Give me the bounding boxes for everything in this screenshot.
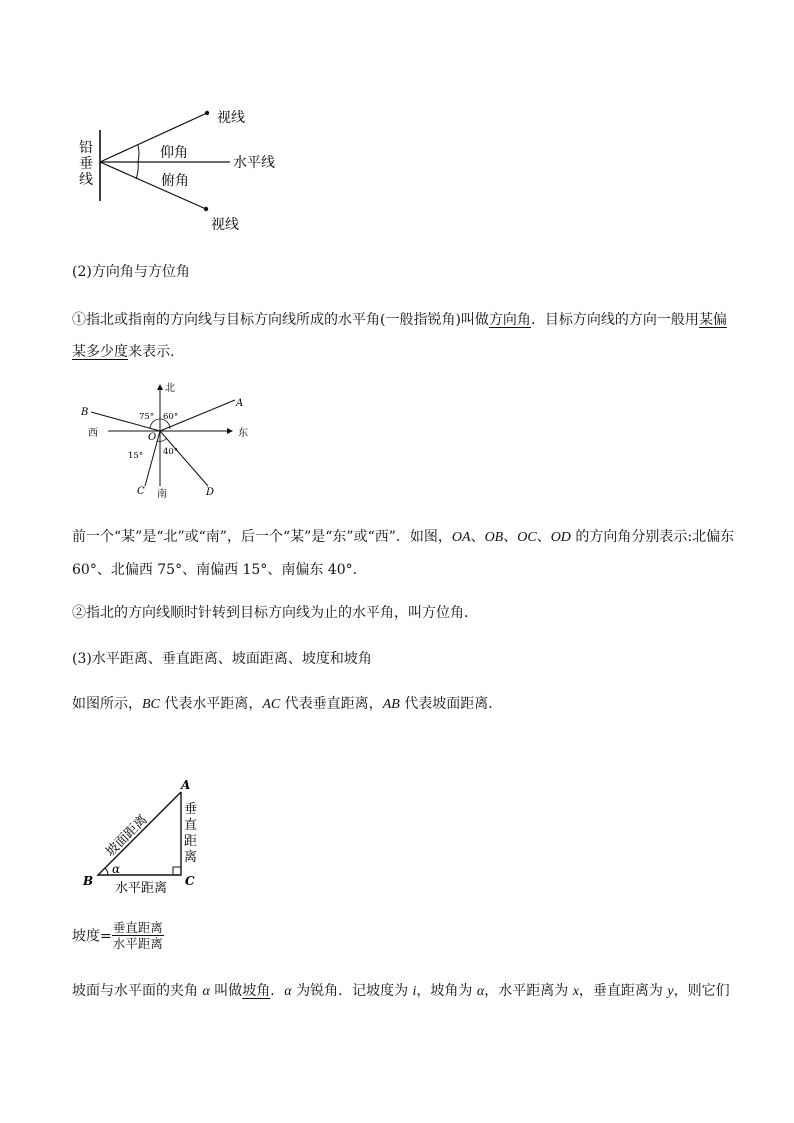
west-label: 西 bbox=[88, 428, 98, 439]
angle-40-label: 40° bbox=[163, 447, 179, 457]
symbol-alpha: α bbox=[202, 984, 210, 999]
angle-60-label: 60° bbox=[163, 412, 179, 422]
term-direction-format-b: 某多少度 bbox=[72, 344, 128, 360]
direction-angle-paragraph bbox=[72, 304, 732, 368]
symbol-y: y bbox=[667, 984, 674, 999]
slope-formula bbox=[72, 920, 164, 951]
text-run: 如图所示， bbox=[72, 696, 142, 712]
text-run: 代表水平距离， bbox=[159, 696, 263, 712]
symbol-alpha: α bbox=[476, 984, 485, 999]
text-run: ，垂直距离为 bbox=[578, 983, 668, 999]
slope-angle-arc bbox=[105, 868, 108, 875]
slope-formula-label: 坡度= bbox=[72, 928, 112, 945]
elevation-angle-arc bbox=[138, 145, 139, 162]
text-run: ．目标方向线的方向一般用 bbox=[530, 312, 699, 328]
lower-sight-dot bbox=[204, 207, 208, 211]
segment-BC: BC bbox=[142, 697, 160, 712]
vertical-distance-char-1: 垂 bbox=[184, 802, 198, 817]
east-label: 东 bbox=[238, 428, 248, 439]
angle-15-label: 15° bbox=[128, 451, 144, 461]
plumb-label-1: 铅 bbox=[79, 140, 93, 156]
depression-angle-arc bbox=[136, 162, 138, 179]
vertical-distance-char-3: 距 bbox=[184, 834, 198, 849]
term-direction-angle: 方向角 bbox=[488, 312, 531, 328]
angle-75-label: 75° bbox=[139, 412, 155, 422]
horizontal-line-label: 水平线 bbox=[233, 155, 275, 171]
text-run: 为锐角．记坡度为 bbox=[291, 983, 413, 999]
slope-fraction bbox=[112, 920, 164, 951]
horizontal-distance-label: 水平距离 bbox=[115, 881, 168, 896]
text-run: ，坡角为 bbox=[416, 983, 477, 999]
vertex-A-label: A bbox=[181, 778, 191, 792]
segment-OB: OB bbox=[484, 530, 504, 545]
direction-example-paragraph bbox=[72, 521, 734, 586]
text-run: ． bbox=[270, 983, 285, 999]
segment-OD: OD bbox=[550, 530, 571, 545]
sight-label-top: 视线 bbox=[217, 110, 245, 126]
point-A-label: A bbox=[236, 398, 244, 409]
text-run: ，水平距离为 bbox=[484, 983, 573, 999]
fraction-denominator: 水平距离 bbox=[112, 936, 163, 951]
plumb-label-3: 线 bbox=[79, 172, 93, 188]
term-slope-angle: 坡角 bbox=[242, 983, 271, 999]
text-run: 坡面与水平面的夹角 bbox=[72, 983, 203, 999]
angle-arc-south bbox=[157, 438, 167, 441]
separator: 、 bbox=[536, 529, 551, 545]
bearing-definition: ②指北的方向线顺时针转到目标方向线为止的水平角，叫方位角． bbox=[72, 605, 478, 621]
fraction-numerator: 垂直距离 bbox=[112, 920, 163, 935]
ray-OD bbox=[160, 431, 208, 486]
vertex-C-label: C bbox=[185, 874, 195, 888]
distance-paragraph bbox=[72, 690, 502, 719]
text-run: 前一个“某”是“北”或“南”，后一个“某”是“东”或“西”．如图， bbox=[72, 529, 452, 545]
segment-OA: OA bbox=[451, 530, 471, 545]
text-run: 的方向角分别表示:北偏东 bbox=[570, 529, 735, 545]
text-run: 60°、北偏西 75°、南偏西 15°、南偏东 40°. bbox=[72, 562, 358, 578]
text-run: ①指北或指南的方向线与目标方向线所成的水平角(一般指锐角)叫做 bbox=[72, 312, 489, 328]
slope-angle-paragraph bbox=[72, 977, 730, 1006]
upper-sight-line bbox=[100, 113, 207, 162]
text-run: ，则它们 bbox=[673, 983, 730, 999]
symbol-i: i bbox=[412, 984, 417, 999]
segment-AC: AC bbox=[262, 697, 281, 712]
north-label: 北 bbox=[165, 383, 175, 394]
depression-angle-label: 俯角 bbox=[161, 173, 189, 189]
right-angle-mark bbox=[173, 867, 181, 875]
point-B-label: B bbox=[81, 407, 89, 418]
point-D-label: D bbox=[206, 487, 215, 498]
point-C-label: C bbox=[137, 486, 145, 497]
text-run: 来表示. bbox=[128, 344, 175, 360]
text-run: 代表坡面距离． bbox=[399, 696, 503, 712]
vertex-B-label: B bbox=[83, 874, 94, 888]
symbol-alpha: α bbox=[284, 984, 292, 999]
segment-AB: AB bbox=[382, 697, 400, 712]
plumb-label-2: 垂 bbox=[79, 156, 93, 172]
slope-distance-label: 坡面距离 bbox=[103, 812, 151, 860]
symbol-x: x bbox=[572, 984, 579, 999]
slope-triangle-diagram bbox=[75, 775, 215, 900]
section-2-title: (2)方向角与方位角 bbox=[72, 264, 190, 280]
text-run: 代表垂直距离， bbox=[280, 696, 383, 712]
separator: 、 bbox=[503, 529, 518, 545]
text-run: 叫做 bbox=[209, 983, 243, 999]
segment-OC: OC bbox=[517, 530, 537, 545]
upper-sight-dot bbox=[205, 111, 209, 115]
south-label: 南 bbox=[157, 489, 167, 500]
sight-label-bottom: 视线 bbox=[211, 217, 239, 233]
direction-angle-diagram bbox=[70, 378, 260, 503]
elevation-depression-diagram bbox=[60, 95, 300, 245]
term-direction-format-a: 某偏 bbox=[698, 312, 727, 328]
vertical-distance-char-4: 离 bbox=[184, 850, 198, 865]
lower-sight-line bbox=[100, 162, 206, 209]
separator: 、 bbox=[470, 529, 485, 545]
elevation-angle-label: 仰角 bbox=[160, 145, 188, 161]
origin-O-label: O bbox=[148, 432, 157, 443]
vertical-distance-char-2: 直 bbox=[184, 818, 198, 833]
slope-angle-alpha-label: α bbox=[112, 862, 121, 876]
section-3-title: (3)水平距离、垂直距离、坡面距离、坡度和坡角 bbox=[72, 651, 372, 667]
